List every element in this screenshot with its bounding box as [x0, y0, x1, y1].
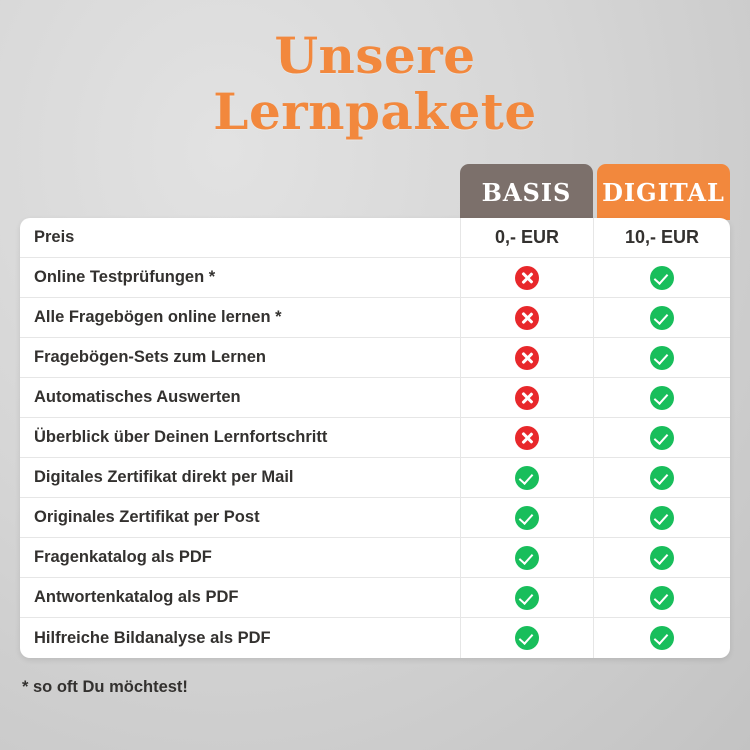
- cross-icon: [515, 306, 539, 330]
- table-row: [20, 338, 730, 378]
- cell-digital: [593, 578, 730, 617]
- comparison-table: [20, 218, 730, 658]
- check-icon: [650, 546, 674, 570]
- column-header-digital-label: DIGITAL: [602, 177, 725, 207]
- feature-label: Hilfreiche Bildanalyse als PDF: [34, 628, 271, 647]
- table-row: [20, 418, 730, 458]
- check-icon: [650, 586, 674, 610]
- cell-digital: [593, 378, 730, 417]
- cell-basis: [460, 378, 593, 417]
- table-row: [20, 458, 730, 498]
- cell-digital: [593, 538, 730, 577]
- cell-basis: [460, 498, 593, 537]
- cross-icon: [515, 386, 539, 410]
- cell-digital: [593, 298, 730, 337]
- cell-basis: [460, 418, 593, 457]
- cell-basis: 0,- EUR: [460, 218, 593, 257]
- column-header-digital: [597, 164, 730, 220]
- table-row: [20, 498, 730, 538]
- feature-label: Online Testprüfungen *: [34, 268, 216, 286]
- cell-basis: [460, 458, 593, 497]
- footnote: * so oft Du möchtest!: [22, 678, 188, 696]
- cell-basis: [460, 618, 593, 658]
- check-icon: [515, 586, 539, 610]
- cell-digital: [593, 458, 730, 497]
- column-header-basis-label: BASIS: [481, 177, 572, 207]
- cross-icon: [515, 426, 539, 450]
- check-icon: [650, 626, 674, 650]
- table-row: [20, 378, 730, 418]
- cross-icon: [515, 266, 539, 290]
- check-icon: [650, 506, 674, 530]
- check-icon: [515, 546, 539, 570]
- cell-basis: [460, 298, 593, 337]
- check-icon: [515, 466, 539, 490]
- feature-label: Automatisches Auswerten: [34, 388, 241, 406]
- check-icon: [650, 266, 674, 290]
- feature-label: Fragenkatalog als PDF: [34, 548, 212, 566]
- check-icon: [650, 386, 674, 410]
- cell-digital: 10,- EUR: [593, 218, 730, 257]
- check-icon: [650, 306, 674, 330]
- column-header-basis: [460, 164, 593, 220]
- cell-digital: [593, 338, 730, 377]
- cell-digital: [593, 258, 730, 297]
- cell-basis: [460, 538, 593, 577]
- feature-label: Originales Zertifikat per Post: [34, 508, 260, 526]
- page-title-line-1: Unsere: [274, 26, 476, 85]
- cell-digital: [593, 418, 730, 457]
- page-title-line-2: Lernpakete: [213, 82, 537, 141]
- feature-label: Fragebögen-Sets zum Lernen: [34, 348, 266, 366]
- check-icon: [650, 346, 674, 370]
- check-icon: [515, 506, 539, 530]
- table-row: [20, 258, 730, 298]
- page-title: [0, 0, 750, 140]
- table-row: [20, 298, 730, 338]
- feature-label: Preis: [34, 228, 75, 246]
- table-row: [20, 578, 730, 618]
- column-headers: [0, 164, 750, 220]
- table-row: [20, 218, 730, 258]
- cell-digital: [593, 498, 730, 537]
- table-row: [20, 538, 730, 578]
- cell-digital: [593, 618, 730, 658]
- check-icon: [650, 466, 674, 490]
- feature-label: Alle Fragebögen online lernen *: [34, 308, 282, 326]
- cell-basis: [460, 338, 593, 377]
- check-icon: [650, 426, 674, 450]
- cross-icon: [515, 346, 539, 370]
- feature-label: Antwortenkatalog als PDF: [34, 588, 239, 606]
- feature-label: Digitales Zertifikat direkt per Mail: [34, 468, 294, 486]
- feature-label: Überblick über Deinen Lernfortschritt: [34, 428, 328, 446]
- check-icon: [515, 626, 539, 650]
- cell-basis: [460, 578, 593, 617]
- cell-basis: [460, 258, 593, 297]
- table-row: [20, 618, 730, 658]
